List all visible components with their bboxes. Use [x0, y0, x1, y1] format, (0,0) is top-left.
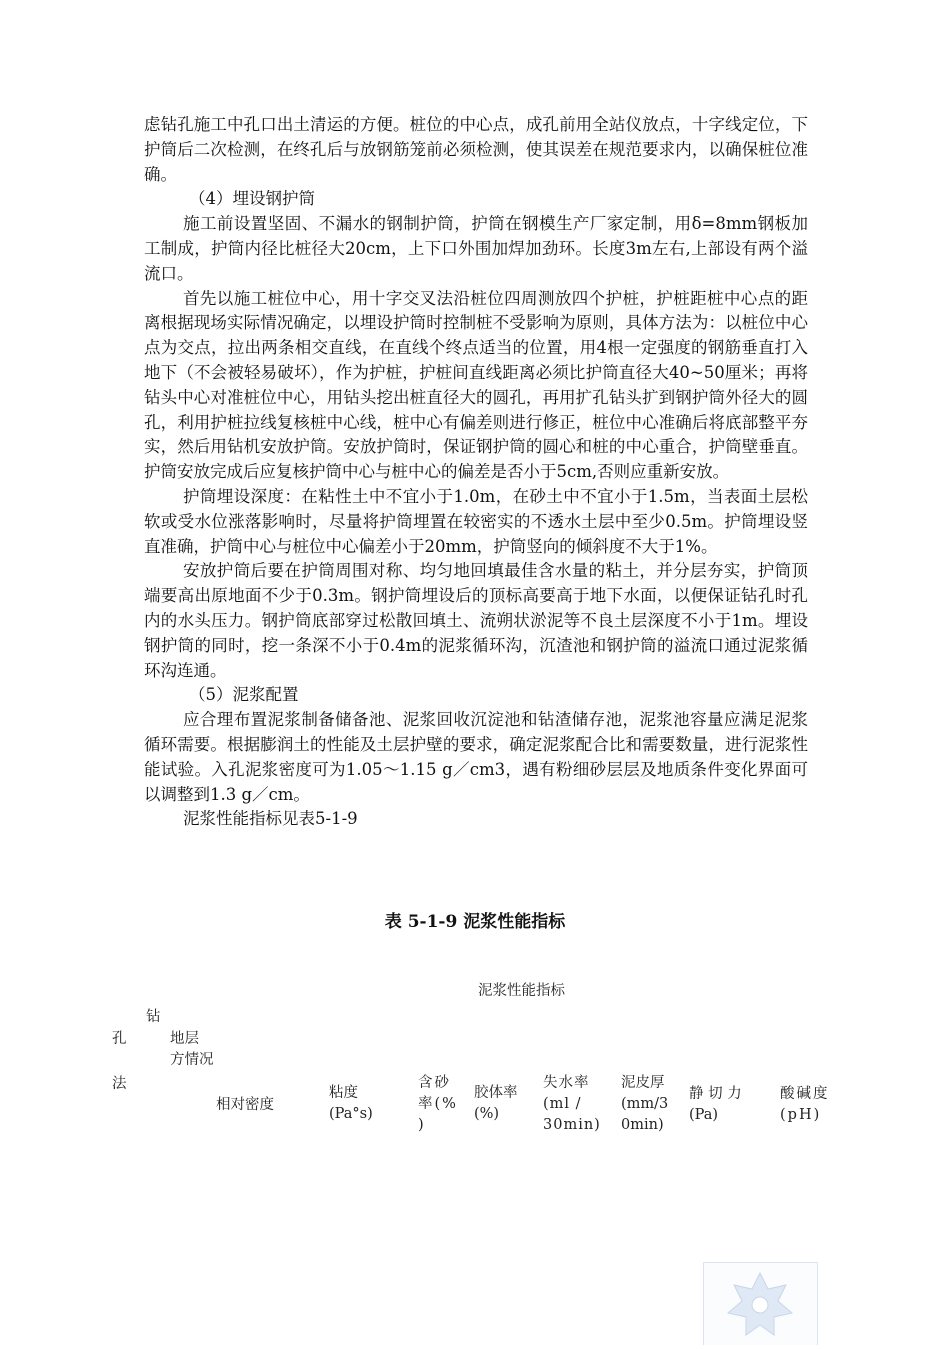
paragraph: 安放护筒后要在护筒周围对称、均匀地回填最佳含水量的粘土，并分层夯实，护筒顶端要高出原地面不少于0.3m。钢护筒埋设后的顶标高要高于地下水面，以便保证钻孔时孔内的水头压力。钢护筒底部穿过松散回填土、流朔状淤泥等不良土层深度不小于1m。埋设钢护筒的同时，挖一条深不小于0.4m的泥浆循环沟，沉渣池和钢护筒的溢流口通过泥浆循环沟连通。: [144, 561, 808, 680]
body-text: [144, 113, 808, 832]
table-header-colloid-rate: 胶体率 (%): [474, 1085, 518, 1122]
paragraph: 泥浆性能指标见表5-1-9: [183, 809, 358, 829]
table-header-mud-cake: 泥皮厚 (mm/3 0min): [621, 1075, 669, 1133]
paragraph: 虑钻孔施工中孔口出土清运的方便。桩位的中心点，成孔前用全站仪放点，十字线定位，下护筒后二次检测，在终孔后与放钢筋笼前必须检测，使其误差在规范要求内，以确保桩位准确。: [144, 115, 808, 184]
paragraph: 施工前设置坚固、不漏水的钢制护筒，护筒在钢模生产厂家定制，用δ=8mm钢板加工制成，护筒内径比桩径大20cm，上下口外围加焊加劲环。长度3m左右,上部设有两个溢流口。: [144, 214, 808, 283]
table-caption: 表 5-1-9 泥浆性能指标: [384, 912, 566, 932]
table-header-kong: 孔: [112, 1031, 127, 1047]
paragraph: 护筒埋设深度：在粘性土中不宜小于1.0m，在砂土中不宜小于1.5m，当表面土层松软或受水位涨落影响时，尽量将护筒埋置在较密实的不透水土层中至少0.5m。护筒埋设竖直准确，护筒中心与桩位中心偏差小于20mm，护筒竖向的倾斜度不大于1%。: [144, 486, 808, 556]
section-heading-5: （5）泥浆配置: [189, 685, 299, 705]
snowflake-icon: [704, 1263, 817, 1345]
table-header-static-shear: 静 切 力 (Pa): [689, 1086, 742, 1123]
section-heading-4: （4）埋设钢护筒: [189, 189, 315, 209]
paragraph: 应合理布置泥浆制备储备池、泥浆回收沉淀池和钻渣储存池，泥浆池容量应满足泥浆循环需要。根据膨润土的性能及土层护壁的要求，确定泥浆配合比和需要数量，进行泥浆性能试验。入孔泥浆密度可为1.05～1.15 g／cm3，遇有粉细砂层层及地质条件变化界面可以调整到1.3 g／cm。: [144, 710, 808, 804]
table-header-ph: 酸碱度 (pH): [780, 1086, 830, 1123]
table-header-sand-content: 含砂 率(% ): [418, 1075, 458, 1133]
table-header-water-loss: 失水率 (ml / 30min): [543, 1075, 601, 1133]
table-header-stratum: 地层 方情况: [170, 1031, 214, 1068]
table-header-fa: 法: [112, 1076, 127, 1092]
table-header-relative-density: 相对密度: [216, 1097, 274, 1113]
paragraph: 首先以施工桩位中心，用十字交叉法沿桩位四周测放四个护桩，护桩距桩中心点的距离根据现场实际情况确定，以埋设护筒时控制桩不受影响为原则，具体方法为：以桩位中心点为交点，拉出两条相交直线，在直线个终点适当的位置，用4根一定强度的钢筋垂直打入地下（不会被轻易破坏），作为护桩，护桩间直线距离必须比护筒直径大40~50厘米；再将钻头中心对准桩位中心，用钻头挖出桩直径大的圆孔，再用扩孔钻头扩到钢护筒外径大的圆孔，利用护桩拉线复核桩中心线，桩中心有偏差则进行修正，桩位中心准确后将底部整平夯实，然后用钻机安放护筒。安放护筒时，保证钢护筒的圆心和桩的中心重合，护筒壁垂直。护筒安放完成后应复核护筒中心与桩中心的偏差是否小于5cm,否则应重新安放。: [144, 288, 808, 482]
watermark-logo: [703, 1262, 818, 1345]
table-group-header: 泥浆性能指标: [478, 983, 565, 999]
table-header-viscosity: 粘度 (Pa°s): [329, 1085, 373, 1122]
table-header-zuan: 钻: [146, 1009, 161, 1025]
